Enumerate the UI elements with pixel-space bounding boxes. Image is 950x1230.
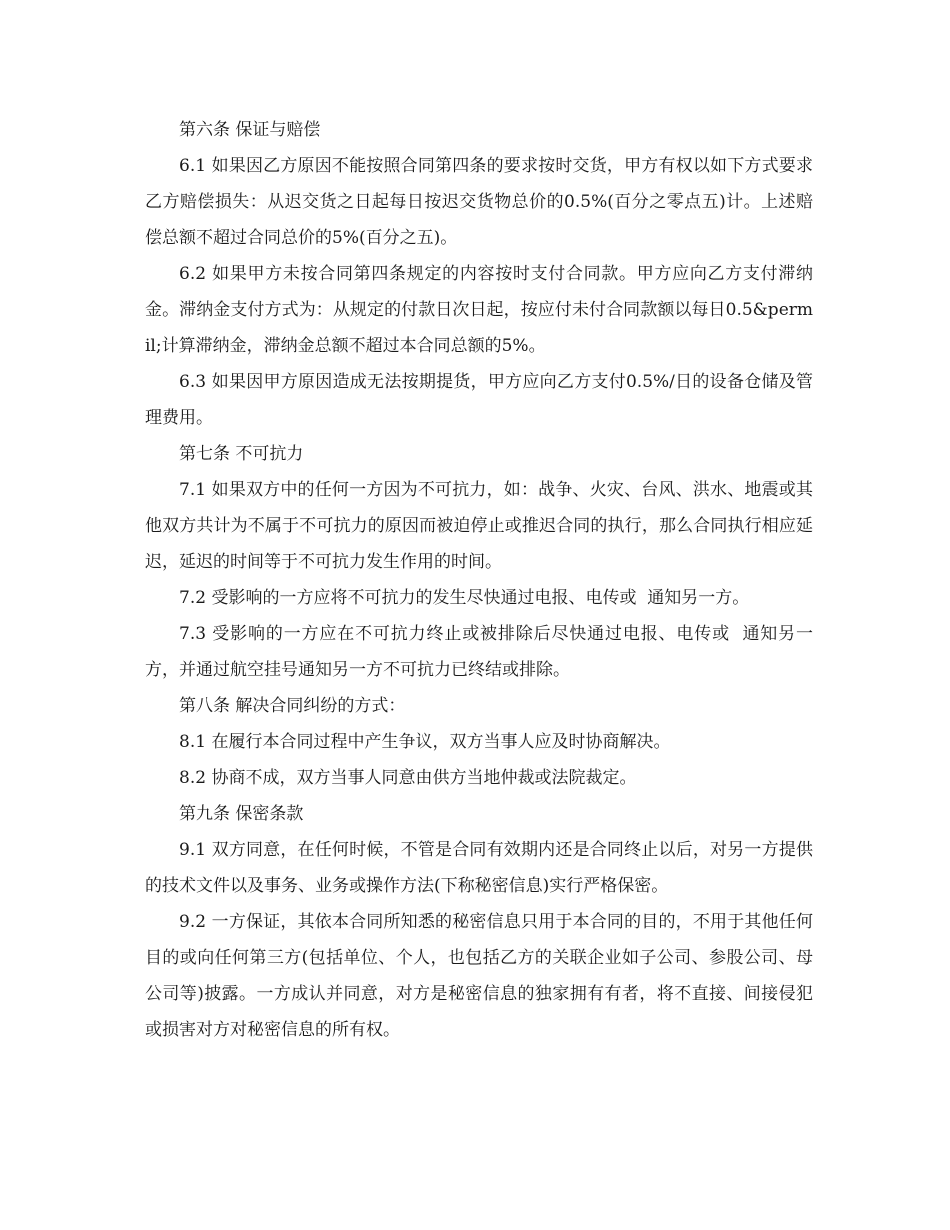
clause-8-2: 8.2 协商不成，双方当事人同意由供方当地仲裁或法院裁定。: [179, 768, 637, 788]
clause-6-2: 6.2 如果甲方未按合同第四条规定的内容按时支付合同款。甲方应向乙方支付滞纳金。滞纳金支付方式为：从规定的付款日次日起，按应付未付合同款额以每日0.5&permil;计算滞纳金，滞纳金总额不超过本合同总额的5%。: [145, 264, 813, 356]
article-9-heading: 第九条 保密条款: [179, 804, 304, 824]
clause-7-2: 7.2 受影响的一方应将不可抗力的发生尽快通过电报、电传或 通知另一方。: [179, 588, 750, 608]
clause-7-3: 7.3 受影响的一方应在不可抗力终止或被排除后尽快通过电报、电传或 通知另一方，并通过航空挂号通知另一方不可抗力已终结或排除。: [145, 624, 813, 680]
clause-9-2: 9.2 一方保证，其依本合同所知悉的秘密信息只用于本合同的目的，不用于其他任何目的或向任何第三方(包括单位、个人，也包括乙方的关联企业如子公司、参股公司、母公司等)披露。一方成认并同意，对方是秘密信息的独家拥有有者，将不直接、间接侵犯或损害对方对秘密信息的所有权。: [145, 912, 813, 1040]
clause-6-3: 6.3 如果因甲方原因造成无法按期提货，甲方应向乙方支付0.5%/日的设备仓储及管理费用。: [145, 372, 813, 428]
clause-7-1: 7.1 如果双方中的任何一方因为不可抗力，如：战争、火灾、台风、洪水、地震或其他双方共计为不属于不可抗力的原因而被迫停止或推迟合同的执行，那么合同执行相应延迟，延迟的时间等于不可抗力发生作用的时间。: [145, 480, 813, 572]
clause-8-1: 8.1 在履行本合同过程中产生争议，双方当事人应及时协商解决。: [179, 732, 671, 752]
clause-9-1: 9.1 双方同意，在任何时候，不管是合同有效期内还是合同终止以后，对另一方提供的技术文件以及事务、业务或操作方法(下称秘密信息)实行严格保密。: [145, 840, 813, 896]
clause-6-1: 6.1 如果因乙方原因不能按照合同第四条的要求按时交货，甲方有权以如下方式要求乙方赔偿损失：从迟交货之日起每日按迟交货物总价的0.5%(百分之零点五)计。上述赔偿总额不超过合同总价的5%(百分之五)。: [145, 156, 813, 248]
article-6-heading: 第六条 保证与赔偿: [179, 120, 321, 140]
article-7-heading: 第七条 不可抗力: [179, 444, 304, 464]
contract-body: [145, 112, 813, 1048]
article-8-heading: 第八条 解决合同纠纷的方式：: [179, 696, 406, 716]
